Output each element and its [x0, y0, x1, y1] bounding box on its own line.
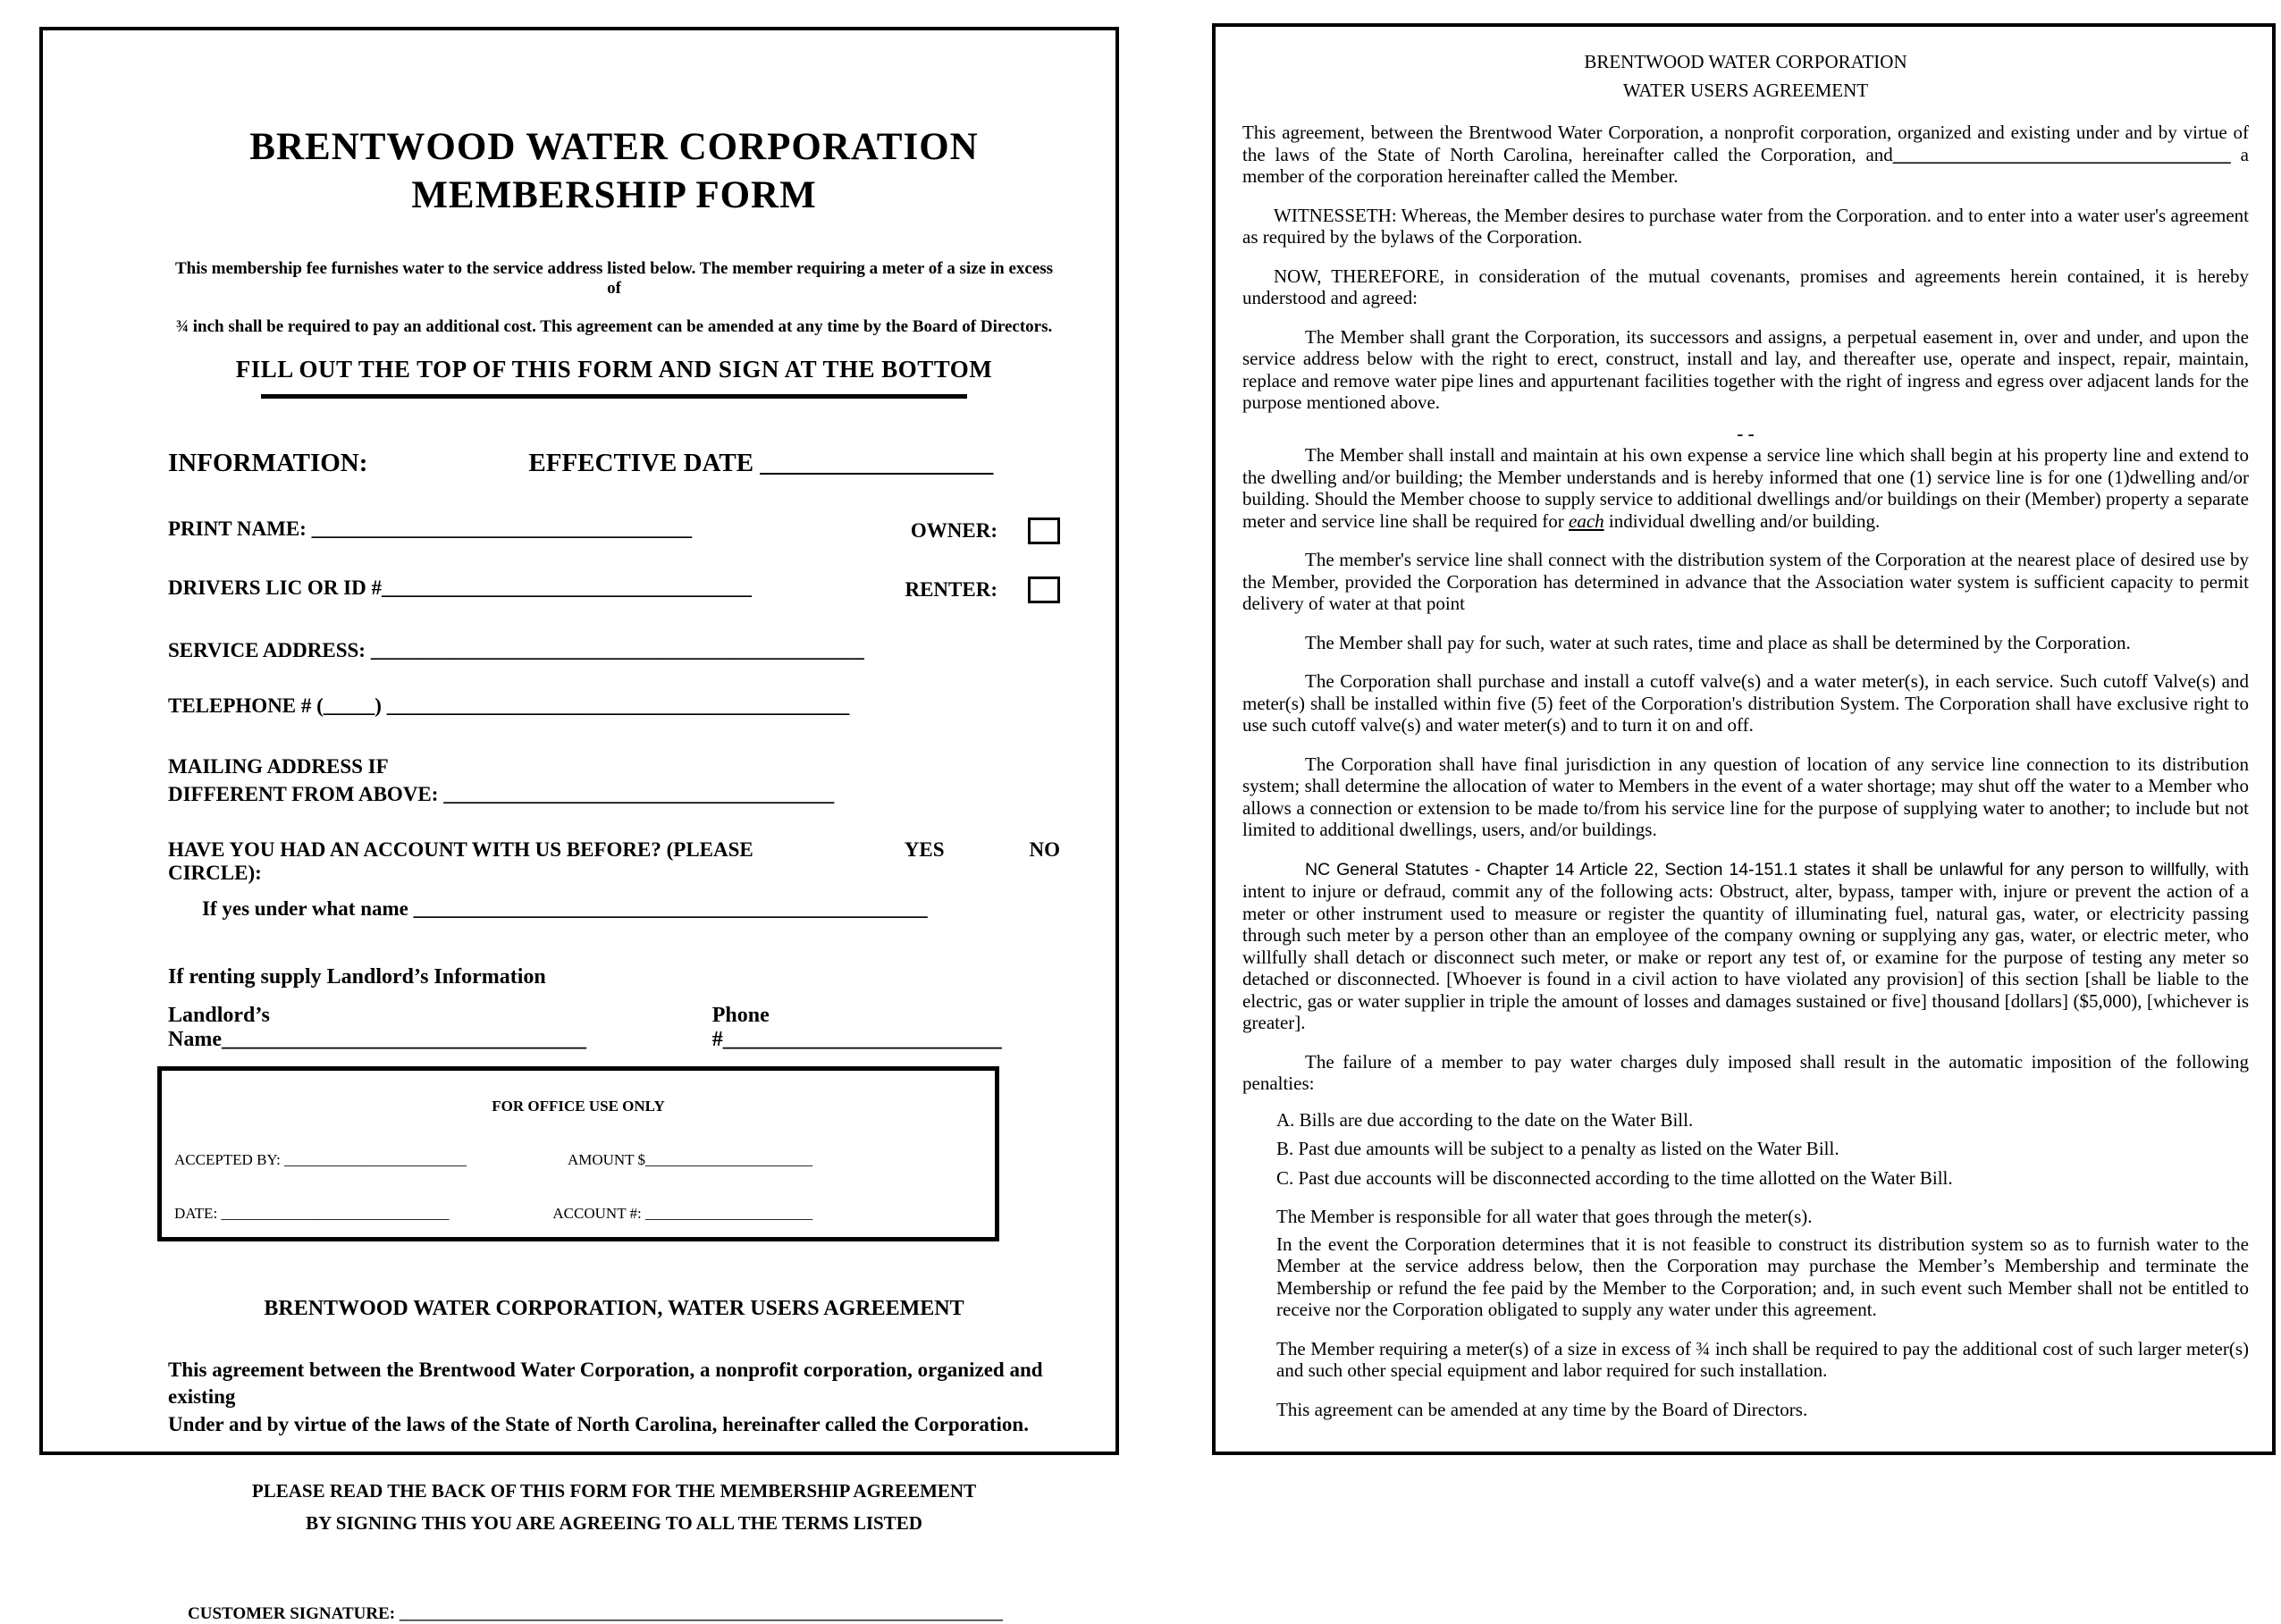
- amount-blank[interactable]: ______________________: [645, 1151, 812, 1169]
- form-title: [168, 123, 1060, 220]
- mailing-address-blank[interactable]: ______________________________________: [443, 782, 835, 805]
- penalties-list: [1276, 1109, 2249, 1190]
- paragraph-pay-rates: The Member shall pay for such, water at such rates, time and place as shall be determined by the Corporation.: [1305, 631, 2131, 653]
- amount-label: AMOUNT $: [567, 1151, 645, 1169]
- paragraph-larger-meter: The Member requiring a meter(s) of a size in excess of ¾ inch shall be required to pay the additional cost of such larger meter(s) and such other special equipment and labor required for such installation.: [1276, 1337, 2249, 1381]
- drivers-lic-blank[interactable]: ____________________________________: [381, 576, 752, 600]
- read-back-note: [168, 1476, 1060, 1539]
- water-users-agreement-page: [1212, 23, 2276, 1455]
- paragraph-not-feasible: In the event the Corporation determines that it is not feasible to construct its distribution system so as to furnish water to the Member at the service address below, then the Corporation may purchase the Member’s Membership and terminate the Membership or refund the fee paid by the Member to the Corporation; and, in such event such Member shall not be entitled to receive nor the Corporation obligated to supply any water under this agreement.: [1276, 1233, 2249, 1320]
- horizontal-rule: [261, 394, 967, 399]
- landlord-phone-blank[interactable]: __________________________: [722, 1028, 1002, 1052]
- customer-signature-label: CUSTOMER SIGNATURE:: [188, 1603, 400, 1623]
- nc-statute-citation: NC General Statutes - Chapter 14 Article 22, Section 14-151.1 states it shall be unlawful for any person to willfully,: [1305, 859, 2209, 879]
- renter-checkbox[interactable]: [1028, 576, 1060, 603]
- membership-form-page: [39, 27, 1119, 1623]
- paragraph-intro: This agreement, between the Brentwood Water Corporation, a nonprofit corporation, organized and existing under and by virtue of the laws of the State of North Carolina, hereinafter called the Corporation, and____________________________________ a member of the corporation hereinafter called the Member.: [1242, 122, 2249, 187]
- read-back-line2: BY SIGNING THIS YOU ARE AGREEING TO ALL THE TERMS LISTED: [306, 1511, 922, 1534]
- owner-checkbox[interactable]: [1028, 517, 1060, 544]
- owner-label: OWNER:: [910, 519, 997, 543]
- date-label: DATE:: [174, 1205, 222, 1223]
- effective-date-blank[interactable]: __________________: [760, 449, 994, 478]
- form-title-line1: BRENTWOOD WATER CORPORATION: [249, 126, 979, 168]
- form-title-line2: MEMBERSHIP FORM: [411, 174, 817, 217]
- paragraph-distribution-connect: The member's service line shall connect with the distribution system of the Corporation at the nearest place of desired use by the Member, provided the Corporation has determined in advance that the Association water system is sufficient capacity to permit delivery of water at that point: [1242, 549, 2249, 614]
- print-name-blank[interactable]: _____________________________________: [311, 517, 693, 541]
- read-back-line1: PLEASE READ THE BACK OF THIS FORM FOR THE MEMBERSHIP AGREEMENT: [251, 1480, 977, 1502]
- paragraph-responsibility: The Member is responsible for all water that goes through the meter(s).: [1276, 1206, 1813, 1227]
- agreement-header: [1242, 48, 2249, 105]
- paragraph-now-therefore: NOW, THEREFORE, in consideration of the mutual covenants, promises and agreements herein contained, it is hereby understood and agreed:: [1242, 265, 2249, 308]
- customer-signature-blank[interactable]: ___________________________________________________________________________: [399, 1603, 1003, 1622]
- effective-date-label: EFFECTIVE DATE: [528, 449, 761, 478]
- penalty-item-b: B. Past due amounts will be subject to a penalty as listed on the Water Bill.: [1276, 1138, 1839, 1159]
- telephone-blank[interactable]: _____________________________________________: [386, 694, 850, 718]
- agreement-text: [168, 1357, 1060, 1438]
- mailing-address-label-line1: MAILING ADDRESS IF: [168, 755, 389, 778]
- section-separator: - -: [1737, 422, 1755, 444]
- service-address-label: SERVICE ADDRESS:: [168, 639, 371, 662]
- penalty-item-c: C. Past due accounts will be disconnected according to the time allotted on the Water Bill.: [1276, 1166, 1953, 1189]
- agreement-heading: BRENTWOOD WATER CORPORATION, WATER USERS AGREEMENT: [264, 1297, 964, 1321]
- renting-note: If renting supply Landlord’s Information: [168, 965, 546, 989]
- each-emphasis: each: [1569, 509, 1604, 532]
- agreement-header-line2: WATER USERS AGREEMENT: [1622, 79, 1869, 101]
- agreement-header-line1: BRENTWOOD WATER CORPORATION: [1584, 51, 1907, 72]
- information-label: INFORMATION:: [168, 449, 368, 478]
- account-question-label: HAVE YOU HAD AN ACCOUNT WITH US BEFORE? (PLEASE CIRCLE):: [168, 838, 753, 885]
- if-yes-label: If yes under what name: [202, 897, 414, 921]
- drivers-lic-label: DRIVERS LIC OR ID #: [168, 576, 382, 600]
- account-number-blank[interactable]: ______________________: [645, 1205, 812, 1223]
- office-use-title: FOR OFFICE USE ONLY: [492, 1098, 665, 1115]
- agreement-text-line1: This agreement between the Brentwood Water Corporation, a nonprofit corporation, organized and existing: [168, 1359, 1043, 1409]
- paragraph-easement: The Member shall grant the Corporation, its successors and assigns, a perpetual easement in, over and under, and upon the service address below with the right to erect, construct, install and lay, and thereafter use, operate and inspect, repair, maintain, replace and remove water pipe lines and appurtenant facilities together with the right of ingress and egress over adjacent lands for the purpose mentioned above.: [1242, 325, 2249, 413]
- account-number-label: ACCOUNT #:: [552, 1205, 645, 1223]
- form-intro: [168, 259, 1060, 337]
- accepted-by-blank[interactable]: ________________________: [284, 1151, 467, 1169]
- form-intro-line2: ¾ inch shall be required to pay an additional cost. This agreement can be amended at any time by the Board of Directors.: [175, 317, 1053, 337]
- landlord-name-label: Landlord’s Name: [168, 1004, 270, 1052]
- paragraph-witnesseth: WITNESSETH: Whereas, the Member desires to purchase water from the Corporation. and to enter into a water user's agreement as required by the bylaws of the Corporation.: [1242, 204, 2249, 248]
- date-blank[interactable]: ______________________________: [221, 1205, 450, 1223]
- paragraph-cutoff-valves: The Corporation shall purchase and install a cutoff valve(s) and a water meter(s), in each service. Such cutoff Valve(s) and meter(s) shall be installed within five (5) feet of the Corporation's distribution System. The Corporation shall have exclusive right to use such cutoff valve(s) and water meter(s) and to turn it on and off.: [1242, 670, 2249, 736]
- telephone-label: TELEPHONE # (_____): [168, 694, 387, 718]
- penalty-item-a: A. Bills are due according to the date on the Water Bill.: [1276, 1108, 1694, 1131]
- form-intro-line1: This membership fee furnishes water to the service address listed below. The member requiring a meter of a size in excess of: [174, 259, 1054, 299]
- paragraph-amend: This agreement can be amended at any time by the Board of Directors.: [1276, 1398, 1808, 1420]
- landlord-name-blank[interactable]: __________________________________: [221, 1028, 586, 1052]
- renter-label: RENTER:: [905, 578, 997, 602]
- landlord-phone-label: Phone #: [711, 1004, 770, 1052]
- paragraph-penalties-intro: The failure of a member to pay water charges duly imposed shall result in the automatic imposition of the following penalties:: [1242, 1050, 2249, 1094]
- paragraph-jurisdiction: The Corporation shall have final jurisdiction in any question of location of any service line connection to its distribution system; shall determine the allocation of water to Members in the event of a water shortage; may shut off the water to a Member who allows a connection or extension to be made to/from his service line for the purpose of supplying water to another; to include but not limited to additional dwellings, users, and/or buildings.: [1242, 753, 2249, 840]
- office-use-box: [157, 1066, 999, 1241]
- mailing-address-label-line2: DIFFERENT FROM ABOVE:: [168, 782, 444, 805]
- agreement-text-line2: Under and by virtue of the laws of the State of North Carolina, hereinafter called the Corporation.: [168, 1412, 1029, 1435]
- accepted-by-label: ACCEPTED BY:: [174, 1151, 285, 1169]
- paragraph-nc-statutes: NC General Statutes - Chapter 14 Article 22, Section 14-151.1 states it shall be unlawful for any person to willfully, with intent to injure or defraud, commit any of the following acts: Obstruct, alter, bypass, tamper with, injure or prevent the action of a meter or other instrument used to measure or register the quantity of illuminating fuel, natural gas, water, or electricity passing through such meter by a person other than an employee of the company owning or supplying any gas, water, or electric meter, who willfully shall detach or disconnect such meter, or make or report any test of, or examine for the purpose of testing any meter so detached or disconnected. [Whoever is found in a civil action to have violated any provision] of this section [shall be liable to the electric, gas or water supplier in triple the amount of losses and damages sustained or five] thousand [dollars] ($5,000), [whichever is greater].: [1242, 857, 2249, 1033]
- paragraph-service-line: The Member shall install and maintain at his own expense a service line which shall begin at his property line and extend to the dwelling and/or building; the Member understands and is hereby informed that one (1) service line is for one (1)dwelling and/or building. Should the Member choose to supply service to additional dwellings and/or buildings on their (Member) property a separate meter and service line shall be required for each individual dwelling and/or building.: [1242, 444, 2249, 532]
- yes-option[interactable]: YES: [904, 838, 945, 862]
- no-option[interactable]: NO: [1029, 838, 1060, 862]
- service-address-blank[interactable]: ________________________________________________: [370, 639, 864, 662]
- print-name-label: PRINT NAME:: [168, 517, 312, 541]
- member-name-blank[interactable]: ____________________________________: [1892, 143, 2231, 165]
- form-instruction: FILL OUT THE TOP OF THIS FORM AND SIGN AT THE BOTTOM: [235, 356, 993, 383]
- if-yes-blank[interactable]: __________________________________________________: [413, 897, 928, 921]
